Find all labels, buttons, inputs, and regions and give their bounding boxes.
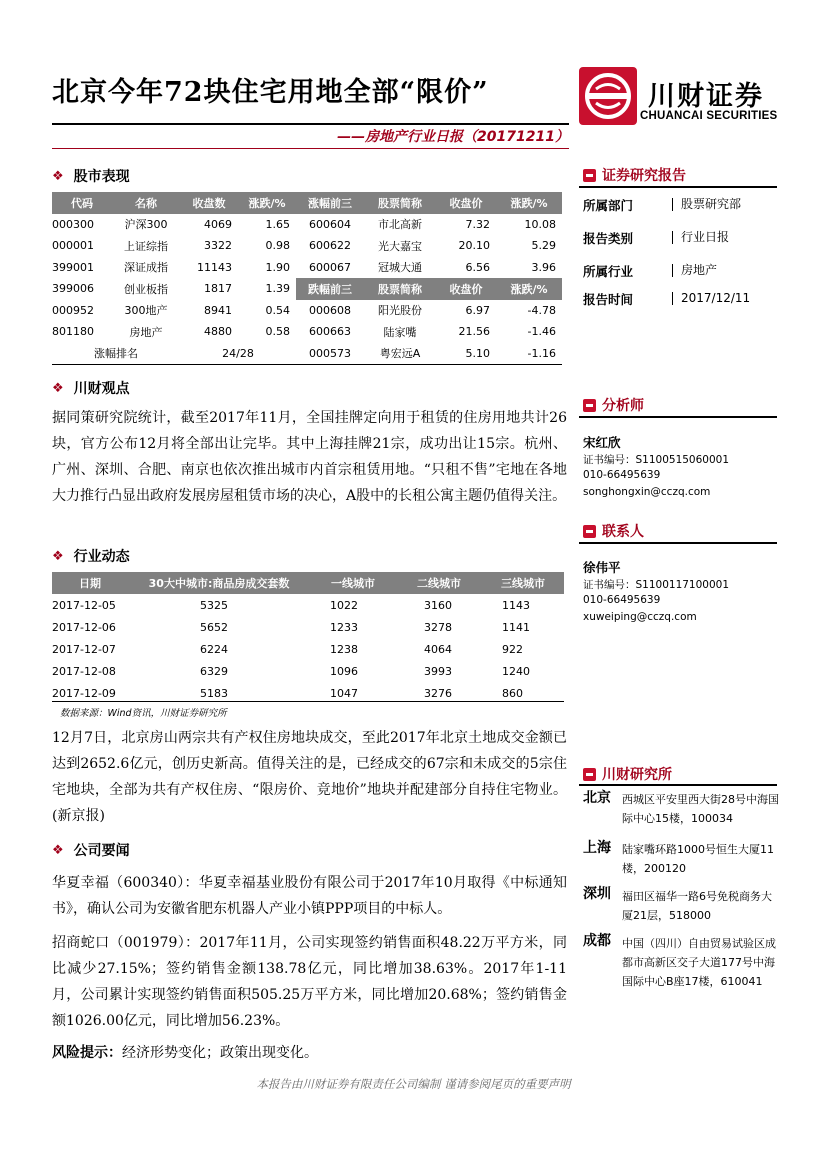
industry-header-row: 日期 30大中城市:商品房成交套数 一线城市 二线城市 三线城市 <box>52 572 564 594</box>
sidebar-rule <box>579 542 777 544</box>
section-marker-icon <box>583 525 596 538</box>
office-address-chengdu: 中国（四川）自由贸易试验区成都市高新区交子大道177号中海国际中心B座17楼，610041 <box>622 937 776 988</box>
meta-type-label: 报告类别 <box>583 231 634 246</box>
table-row: 000001 上证综指 3322 0.98 600622 光大嘉宝 20.10 5.29 <box>52 239 556 253</box>
table-row: 000952 300地产 8941 0.54 000608 阳光股份 6.97 -4.78 <box>52 303 556 318</box>
page-title: 北京今年72块住宅用地全部“限价” <box>52 77 489 108</box>
sidebar-rule <box>579 784 777 786</box>
industry-paragraph: 12月7日，北京房山两宗共有产权住房地块成交，至此2017年北京土地成交金额已达到2652.6亿元，创历史新高。值得关注的是，已经成交的67宗和未成交的5宗住宅地块，全部为共有产权住房、“限房价、竞地价”地块并配建部分自持住宅物业。(新京报) <box>52 730 567 824</box>
analyst-name: 宋红欣 <box>583 435 621 450</box>
office-address-beijing: 西城区平安里西大街28号中海国际中心15楼，100034 <box>622 793 779 825</box>
logo-english: CHUANCAI SECURITIES <box>640 110 778 122</box>
market-header-row: 代码 名称 收盘数 涨跌/% 涨幅前三 股票简称 收盘价 涨跌/% <box>52 192 562 214</box>
section-industry: ❖ 行业动态 <box>52 548 130 565</box>
table-row: 000300 沪深300 4069 1.65 600604 市北高新 7.32 10.08 <box>52 217 556 232</box>
industry-table <box>52 572 564 704</box>
contact-email: xuweiping@cczq.com <box>583 611 697 623</box>
logo-icon <box>579 67 637 125</box>
table-row: 2017-12-07 6224 1238 4064 922 <box>52 642 523 656</box>
meta-date-label: 报告时间 <box>583 292 634 307</box>
contact-name: 徐伟平 <box>583 560 621 575</box>
contact-cert: 证书编号：S1100117100001 <box>583 579 730 591</box>
table-row: 2017-12-05 5325 1022 3160 1143 <box>52 598 530 612</box>
office-city-beijing: 北京 <box>583 790 611 806</box>
analyst-phone: 010-66495639 <box>583 469 661 481</box>
section-marker-icon <box>583 399 596 412</box>
risk-notice <box>52 1040 567 1066</box>
risk-label: 风险提示： <box>52 1045 122 1061</box>
table-row: 2017-12-06 5652 1233 3278 1141 <box>52 620 530 634</box>
section-view: ❖ 川财观点 <box>52 380 130 397</box>
diamond-icon: ❖ <box>52 380 64 396</box>
office-address-shanghai: 陆家嘴环路1000号恒生大厦11楼，200120 <box>622 843 774 875</box>
risk-text: 经济形势变化；政策出现变化。 <box>122 1045 318 1061</box>
diamond-icon: ❖ <box>52 168 64 184</box>
analyst-cert: 证书编号：S1100515060001 <box>583 454 730 466</box>
section-marker-icon <box>583 768 596 781</box>
diamond-icon: ❖ <box>52 548 64 564</box>
office-city-shenzhen: 深圳 <box>583 886 611 902</box>
office-city-shanghai: 上海 <box>583 840 611 856</box>
section-marker-icon <box>583 169 596 182</box>
analyst-email: songhongxin@cczq.com <box>583 486 711 498</box>
table-row: 801180 房地产 4880 0.58 600663 陆家嘴 21.56 -1.46 <box>52 325 556 339</box>
diamond-icon: ❖ <box>52 842 64 858</box>
company-paragraph-2: 招商蛇口（001979）：2017年11月，公司实现签约销售面积48.22万平方米，同比减少27.15%；签约销售金额138.78亿元，同比增加38.63%。2017年1-11月，公司累计实现签约销售面积505.25万平方米，同比增加20.68%；签约销售金额1026.00亿元，同比增加56.23%。 <box>52 935 567 1029</box>
sidebar-analyst-title: 分析师 <box>583 395 644 415</box>
sidebar-institute-title: 川财研究所 <box>583 764 672 784</box>
table-bottom-rule <box>52 701 564 702</box>
table-row: 399001 深证成指 11143 1.90 600067 冠城大通 6.56 3.96 <box>52 260 556 275</box>
sidebar-report-title: 证券研究报告 <box>583 165 686 185</box>
logo-name: 川财证券 <box>648 81 764 112</box>
data-source: 数据来源：Wind资讯，川财证券研究所 <box>60 708 227 719</box>
table-row: 2017-12-09 5183 1047 3276 860 <box>52 686 523 700</box>
title-rule <box>52 123 569 125</box>
meta-industry-label: 所属行业 <box>583 264 634 279</box>
market-table <box>52 192 562 365</box>
contact-phone: 010-66495639 <box>583 594 661 606</box>
office-city-chengdu: 成都 <box>583 933 611 949</box>
sidebar-contact-title: 联系人 <box>583 521 644 541</box>
meta-type-value: 行业日报 <box>672 231 729 244</box>
table-row: 399006 创业板指 1817 1.39 跌幅前三 股票简称 收盘价 涨跌/% <box>52 278 562 300</box>
section-company: ❖ 公司要闻 <box>52 842 130 859</box>
meta-date-value: 2017/12/11 <box>672 292 750 305</box>
report-subtitle: ——房地产行业日报（20171211） <box>337 129 569 145</box>
table-row: 涨幅排名 24/28 000573 粤宏远A 5.10 -1.16 <box>52 343 562 365</box>
subtitle-rule <box>52 148 569 149</box>
meta-industry-value: 房地产 <box>672 264 717 277</box>
sidebar-rule <box>579 416 777 418</box>
meta-dept-value: 股票研究部 <box>672 198 741 211</box>
view-paragraph: 据同策研究院统计，截至2017年11月，全国挂牌定向用于租赁的住房用地共计26块，官方公布12月将全部出让完毕。其中上海挂牌21宗，成功出让15宗。杭州、广州、深圳、合肥、南京也依次推出城市内首宗租赁用地。“只租不售”宅地在各地大力推行凸显出政府发展房屋租赁市场的决心，A股中的长租公寓主题仍值得关注。 <box>52 410 567 504</box>
section-market: ❖ 股市表现 <box>52 168 130 185</box>
sidebar-rule <box>579 186 777 188</box>
office-address-shenzhen: 福田区福华一路6号免税商务大厦21层，518000 <box>622 890 772 922</box>
company-paragraph-1: 华夏幸福（600340）：华夏幸福基业股份有限公司于2017年10月取得《中标通知书》，确认公司为安徽省肥东机器人产业小镇PPP项目的中标人。 <box>52 875 567 917</box>
page-footer: 本报告由川财证券有限责任公司编制 谨请参阅尾页的重要声明 <box>256 1077 571 1091</box>
meta-dept-label: 所属部门 <box>583 198 634 213</box>
table-row: 2017-12-08 6329 1096 3993 1240 <box>52 664 530 678</box>
